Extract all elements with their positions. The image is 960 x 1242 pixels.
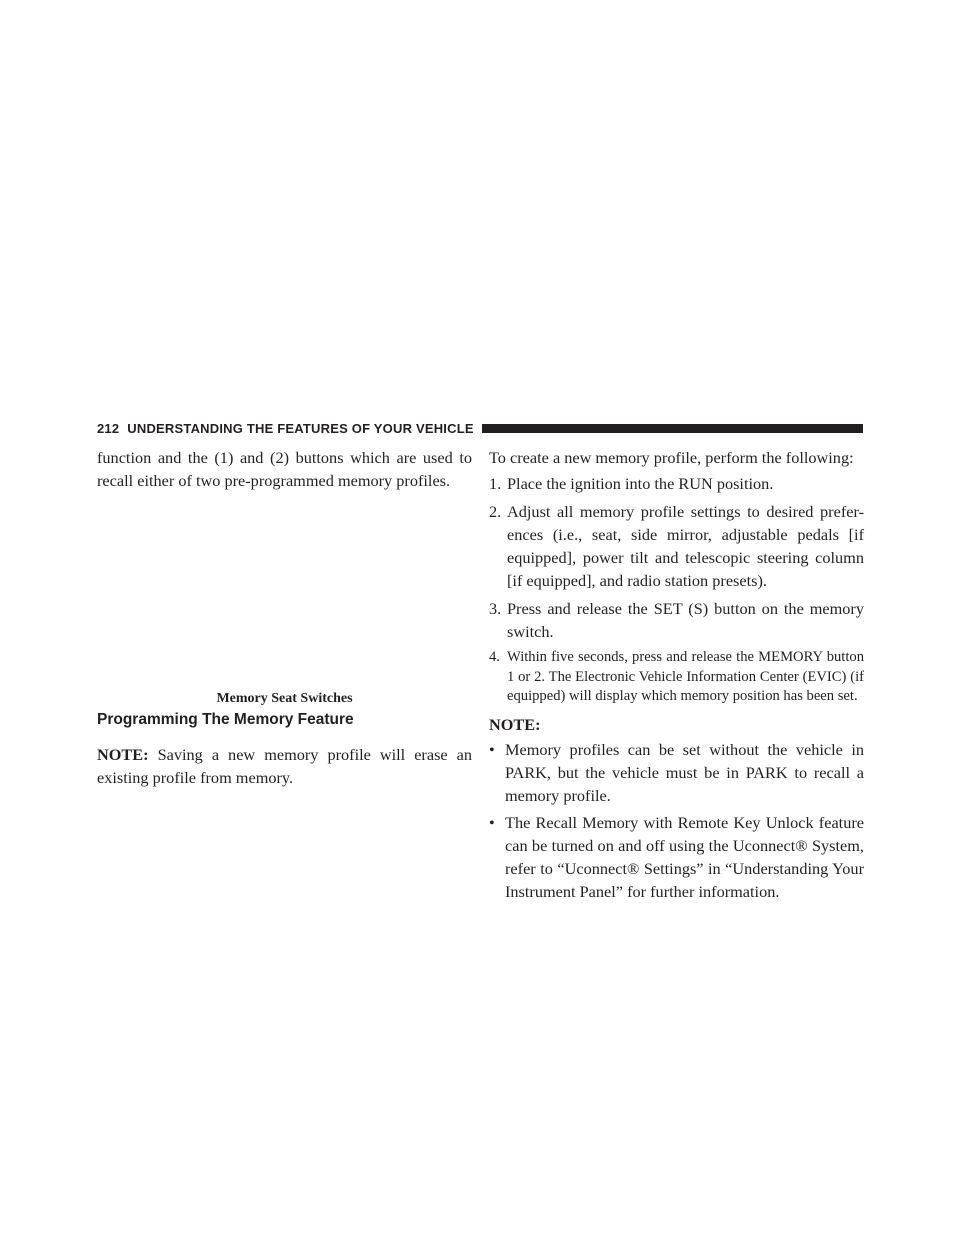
step-item (489, 472, 864, 495)
step-item (489, 597, 864, 643)
right-column (489, 446, 864, 907)
left-intro-paragraph: function and the (1) and (2) buttons which are used to recall either of two pre-programmed memory profiles. (97, 448, 472, 490)
note-text: Saving a new memory profile will erase an existing profile from memory. (97, 745, 473, 787)
step-number: 2. (489, 502, 502, 521)
note-heading: NOTE: (489, 714, 541, 734)
step-number: 4. (489, 649, 500, 665)
step-text: Within five seconds, press and release the MEMORY button 1 or 2. The Electronic Vehicle Information Center (EVIC) (if equipped) will display which memory position has been set. (507, 649, 864, 704)
figure-memory-seat-switches (97, 492, 472, 708)
header-title: UNDERSTANDING THE FEATURES OF YOUR VEHICLE (127, 420, 474, 436)
left-column (97, 446, 472, 789)
right-intro-paragraph: To create a new memory profile, perform the following: (489, 448, 854, 467)
section-heading: Programming The Memory Feature (97, 711, 354, 728)
header-rule (482, 424, 863, 433)
bullet-symbol: • (489, 812, 495, 832)
step-item (489, 500, 864, 592)
left-note-paragraph (97, 743, 472, 789)
bullet-item (489, 738, 864, 807)
bullet-item (489, 811, 864, 903)
figure-caption: Memory Seat Switches (216, 691, 353, 706)
page-header (97, 419, 863, 437)
steps-list (489, 472, 864, 707)
page-number: 212 (97, 420, 120, 436)
bullet-symbol: • (489, 739, 495, 759)
note-label: NOTE: (97, 745, 149, 764)
bullet-text: Memory profiles can be set without the vehicle in PARK, but the vehicle must be in PARK to recall a memory profile. (505, 739, 864, 805)
bullet-text: The Recall Memory with Remote Key Unlock feature can be turned on and off using the Uconnect® System, refer to “Uconnect® Settings” in “Understanding Your Instrument Panel” for further information. (505, 812, 864, 901)
step-item (489, 648, 864, 707)
step-text: Press and release the SET (S) button on the memory switch. (507, 599, 864, 641)
step-text: Place the ignition into the RUN position. (507, 474, 774, 493)
step-text: Adjust all memory profile settings to desired prefer- ences (i.e., seat, side mirror, adjustable pedals [if equipped], power tilt and telescopic steering column [if equipped], and radio station presets). (507, 502, 864, 590)
step-number: 1. (489, 474, 502, 493)
note-bullets (489, 738, 864, 903)
step-number: 3. (489, 599, 502, 618)
